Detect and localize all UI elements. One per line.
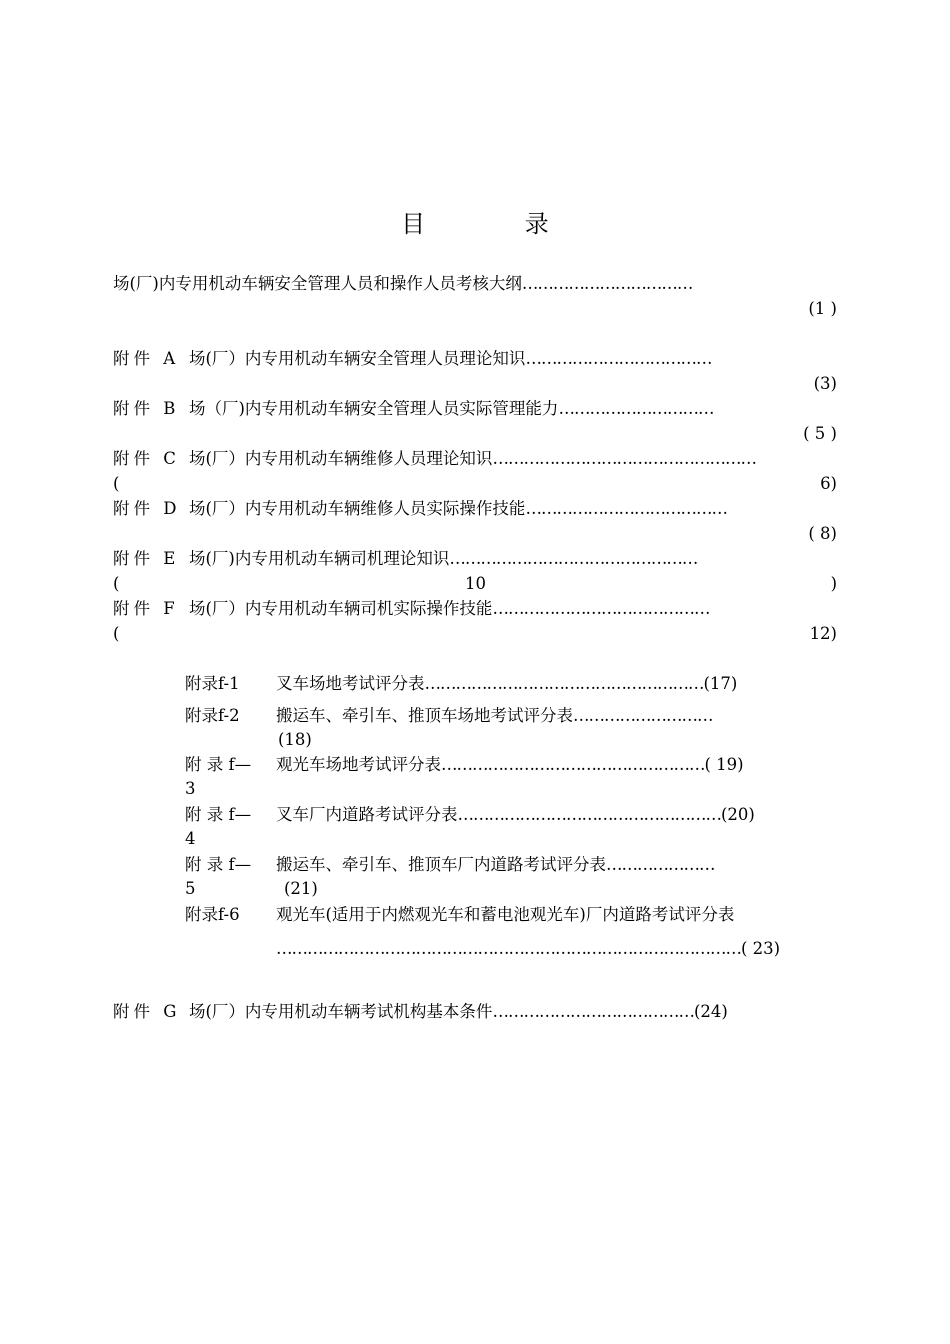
toc-entry-text: 场(厂)内专用机动车辆司机理论知识 bbox=[189, 549, 450, 568]
toc-entry-annex-g[interactable] bbox=[113, 1000, 837, 1024]
toc-entry-annex-e[interactable] bbox=[113, 547, 837, 571]
toc-entry-appendix-f6-cont bbox=[276, 937, 837, 961]
toc-entry-text: 场(厂）内专用机动车辆维修人员理论知识 bbox=[189, 449, 493, 468]
annex-label: 附件 E bbox=[113, 549, 180, 568]
toc-entry-appendix-f3[interactable] bbox=[276, 753, 837, 777]
annex-label: 附件 C bbox=[113, 449, 180, 468]
toc-page-open-paren: ( bbox=[113, 624, 120, 643]
toc-leader-dots: ……………………………………………… bbox=[424, 674, 704, 693]
toc-page-number: (21) bbox=[284, 879, 318, 898]
toc-page-number: (18) bbox=[278, 730, 312, 749]
toc-leader-dots: ……………………… bbox=[573, 706, 713, 725]
toc-entry-annex-d[interactable] bbox=[113, 497, 837, 521]
toc-page-number: (24) bbox=[693, 1002, 728, 1021]
appendix-label: 附 录 f— bbox=[185, 755, 252, 774]
appendix-label: 附录f-6 bbox=[185, 905, 240, 924]
toc-entry-text: 场(厂）内专用机动车辆考试机构基本条件 bbox=[189, 1002, 493, 1021]
toc-page-number: 12) bbox=[809, 624, 837, 643]
toc-entry-text: 场（厂)内专用机动车辆安全管理人员实际管理能力 bbox=[189, 399, 559, 418]
appendix-label: 附 录 f— bbox=[185, 855, 252, 874]
appendix-label-suffix: 4 bbox=[185, 829, 196, 848]
toc-page-number: 6) bbox=[820, 474, 837, 493]
page-title: 目 录 bbox=[401, 210, 595, 238]
toc-leader-dots: ………………………… bbox=[558, 399, 714, 418]
toc-leader-dots: …………………………………………… bbox=[457, 805, 721, 824]
toc-entry-annex-b[interactable] bbox=[113, 397, 837, 421]
toc-entry-text: 搬运车、牵引车、推顶车场地考试评分表 bbox=[276, 706, 573, 725]
toc-leader-dots: ………………………………………… bbox=[449, 549, 698, 568]
toc-entry-annex-f[interactable] bbox=[113, 597, 837, 621]
toc-entry-appendix-f1[interactable] bbox=[276, 672, 837, 696]
toc-page-number: (17) bbox=[703, 674, 738, 693]
annex-label: 附件 G bbox=[113, 1002, 181, 1021]
toc-page-number: 10 bbox=[465, 574, 486, 593]
toc-entry-main[interactable] bbox=[113, 272, 837, 296]
toc-entry-text: 叉车厂内道路考试评分表 bbox=[276, 805, 458, 824]
toc-page-number: (3) bbox=[813, 374, 837, 393]
toc-leader-dots: ……………………………………………………………………………… bbox=[276, 939, 741, 958]
toc-page-number: ( 5 ) bbox=[803, 424, 837, 443]
toc-page-number: (1 ) bbox=[808, 299, 837, 318]
toc-entry-appendix-f6[interactable] bbox=[276, 903, 837, 927]
toc-page-number: (20) bbox=[721, 805, 755, 824]
annex-label: 附件 F bbox=[113, 599, 179, 618]
toc-entry-text: 搬运车、牵引车、推顶车厂内道路考试评分表 bbox=[276, 855, 606, 874]
appendix-label: 附录f-2 bbox=[185, 706, 240, 725]
toc-leader-dots: ……………………………… bbox=[525, 349, 712, 368]
toc-entry-text: 叉车场地考试评分表 bbox=[276, 674, 425, 693]
toc-entry-text: 场(厂）内专用机动车辆维修人员实际操作技能 bbox=[189, 499, 526, 518]
toc-page-number: ( 23) bbox=[741, 939, 781, 958]
toc-leader-dots: …………………………… bbox=[521, 274, 693, 293]
toc-entry-appendix-f4[interactable] bbox=[276, 803, 837, 827]
toc-entry-text: 场(厂）内专用机动车辆安全管理人员理论知识 bbox=[189, 349, 526, 368]
toc-leader-dots: ………………………………… bbox=[492, 1002, 694, 1021]
toc-entry-annex-a[interactable] bbox=[113, 347, 837, 371]
toc-entry-appendix-f5[interactable] bbox=[276, 853, 837, 877]
annex-label: 附件 A bbox=[113, 349, 180, 368]
toc-leader-dots: ………………………………… bbox=[525, 499, 727, 518]
toc-leader-dots: …………………………………… bbox=[492, 599, 710, 618]
annex-label: 附件 D bbox=[113, 499, 181, 518]
toc-page-open-paren: ( bbox=[113, 574, 120, 593]
toc-entry-text: 场(厂）内专用机动车辆司机实际操作技能 bbox=[189, 599, 493, 618]
toc-page-open-paren: ( bbox=[113, 474, 120, 493]
toc-entry-text: 观光车(适用于内燃观光车和蓄电池观光车)厂内道路考试评分表 bbox=[276, 905, 735, 924]
toc-page-number: ( 19) bbox=[704, 755, 744, 774]
toc-page-number: ( 8) bbox=[808, 524, 837, 543]
appendix-label: 附录f-1 bbox=[185, 674, 240, 693]
toc-entry-text: 观光车场地考试评分表 bbox=[276, 755, 441, 774]
toc-leader-dots: ………………… bbox=[606, 855, 715, 874]
toc-leader-dots: …………………………………………… bbox=[441, 755, 705, 774]
toc-entry-text: 场(厂)内专用机动车辆安全管理人员和操作人员考核大纲 bbox=[113, 274, 522, 293]
toc-page-close-paren: ) bbox=[830, 574, 837, 593]
toc-leader-dots: …………………………………………… bbox=[492, 449, 756, 468]
appendix-label-suffix: 5 bbox=[185, 879, 196, 898]
appendix-label: 附 录 f— bbox=[185, 805, 252, 824]
annex-label: 附件 B bbox=[113, 399, 180, 418]
toc-entry-appendix-f2[interactable] bbox=[276, 704, 837, 728]
toc-entry-annex-c[interactable] bbox=[113, 447, 837, 471]
appendix-label-suffix: 3 bbox=[185, 779, 196, 798]
